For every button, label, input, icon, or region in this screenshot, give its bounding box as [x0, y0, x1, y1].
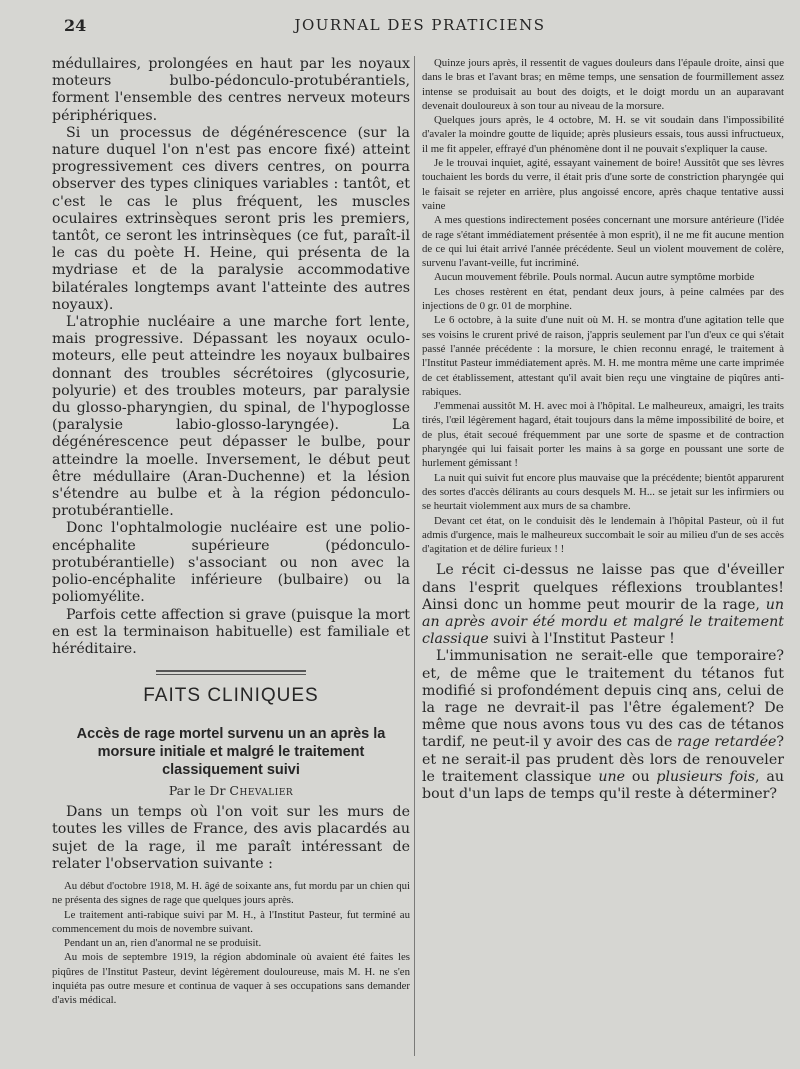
author-name: Chevalier — [229, 783, 294, 799]
section-rule — [156, 670, 306, 675]
observation-paragraph: Je le trouvai inquiet, agité, essayant vainement de boire! Aussitôt que ses lèvres touchaient les bords du verre, il était pris d'une sorte de constriction pharyngée qui le faisait se rejeter en arrière, plus angoissé encore, après chaque tentative aussi vaine — [422, 157, 784, 212]
commentary-paragraph: Le récit ci-dessus ne laisse pas que d'éveiller dans l'esprit quelques réflexions troublantes! Ainsi donc un homme peut mourir de la rage, un an après avoir été mordu et malgré le traitement classique suivi à l'Institut Pasteur ! — [422, 562, 784, 648]
observation-paragraph: Le 6 octobre, à la suite d'une nuit où M. H. se montra d'une agitation telle que ses voisins le crurent privé de raison, j'appris seulement par l'un d'eux ce qui s'était passé l'année précédente : la morsure, le chien reconnu enragé, le traitement à l'Institut Pasteur immédiatement après. M. H. me montra même une carte imprimée de cet établissement, attestant qu'il avait bien reçu une vingtaine de piqûres anti-rabiques. — [422, 314, 784, 398]
paragraph: médullaires, prolongées en haut par les noyaux moteurs bulbo-pédonculo-protubérantiels, forment l'ensemble des centres nerveux moteurs périphériques. — [52, 56, 410, 124]
commentary-paragraph: L'immunisation ne serait-elle que temporaire? et, de même que le traitement du tétanos fut modifié si profondément depuis cinq ans, celui de la rage ne devrait-il pas l'être également? De même que nous avons tous vu des cas de tétanos tardif, ne peut-il y avoir des cas de rage retardée? et ne serait-il pas prudent dès lors de renouveler le traitement classique une ou plusieurs fois, au bout d'un laps de temps qu'il reste à déterminer? — [422, 648, 784, 803]
observation-paragraph: Au début d'octobre 1918, M. H. âgé de soixante ans, fut mordu par un chien qui ne présenta des signes de rage que quelques jours après. — [52, 879, 410, 907]
paragraph: Parfois cette affection si grave (puisque la mort en est la terminaison habituelle) est familiale et héréditaire. — [52, 606, 410, 657]
page-header — [64, 16, 776, 38]
observation-paragraph: A mes questions indirectement posées concernant une morsure antérieure (l'idée de rage s'étant immédiatement présentée à mon esprit), il ne me fit aucune mention de ce qui lui était arrivé l'année précédente. Seul un violent mouvement de colère, survenu l'avant-veille, fut incriminé. — [422, 214, 784, 270]
emphasis: une — [598, 768, 626, 785]
column-divider — [414, 56, 415, 1056]
article-intro: Dans un temps où l'on voit sur les murs de toutes les villes de France, des avis placardés au sujet de la rage, il me paraît intéressant de relater l'observation suivante : — [52, 804, 410, 872]
observation-paragraph: J'emmenai aussitôt M. H. avec moi à l'hôpital. Le malheureux, amaigri, les traits tirés, l'œil légèrement hagard, était toujours dans la même impossibilité de boire, et de plus, était secoué fréquemment par une sorte de spasme et de contraction pharyngée qui lui faisait porter les mains à sa gorge en poussant une sorte de hurlement gémissant ! — [422, 400, 784, 470]
page-number: 24 — [64, 16, 87, 35]
observation-paragraph: Au mois de septembre 1919, la région abdominale où avaient été faites les piqûres de l'Institut Pasteur, devint légèrement douloureuse, mais M. H. ne s'en inquiéta pas outre mesure et continua de vaquer à ses occupations sans demander d'avis médical. — [52, 951, 410, 1007]
observation-paragraph: Le traitement anti-rabique suivi par M. H., à l'Institut Pasteur, fut terminé au commencement du mois de novembre suivant. — [52, 908, 410, 935]
observation-paragraph: Devant cet état, on le conduisit dès le lendemain à l'hôpital Pasteur, où il fut admis d'urgence, mais le malheureux succombait le soir au milieu d'un de ses accès d'agitation et de délire furieux ! ! — [422, 514, 784, 556]
left-column — [52, 56, 410, 1056]
right-column — [422, 56, 784, 1066]
observation-paragraph: Quelques jours après, le 4 octobre, M. H. se vit soudain dans l'impossibilité d'avaler la moindre goutte de liquide; après plusieurs essais, tous aussi infructueux, il me fit appeler, effrayé d'un phénomène dont il ne pouvait s'expliquer la cause. — [422, 114, 784, 155]
observation-paragraph: Pendant un an, rien d'anormal ne se produisit. — [64, 937, 262, 950]
section-title: FAITS CLINIQUES — [143, 685, 319, 707]
paragraph: Si un processus de dégénérescence (sur la nature duquel l'on n'est pas encore fixé) atteint progressivement ces divers centres, on pourra observer des types cliniques variables : tantôt, et c'est le cas le plus fréquent, les muscles oculaires extrinsèques seront pris les premiers, tantôt, ce seront les intrinsèques (ce fut, paraît-il le cas du poète H. Heine, qui présenta de la mydriase et de la paralysie accommodative bilatérales longtemps avant l'atteinte des autres noyaux). — [52, 124, 410, 313]
emphasis: plusieurs fois — [656, 768, 756, 785]
article-title: Accès de rage mortel survenu un an après la morsure initiale et malgré le traitement classiquement suivi — [76, 726, 386, 779]
emphasis: un an après avoir été mordu et malgré le traitement classique — [422, 596, 784, 648]
observation-paragraph: Les choses restèrent en état, pendant deux jours, à peine calmées par des injections de 0 gr. 01 de morphine. — [422, 285, 784, 313]
paragraph: Donc l'ophtalmologie nucléaire est une polio-encéphalite supérieure (pédonculo-protubérantielle) s'associant ou non avec la polio-encéphalite inférieure (bulbaire) ou la poliomyélite. — [52, 520, 410, 606]
running-title: JOURNAL DES PRATICIENS — [294, 16, 546, 34]
observation-paragraph: La nuit qui suivit fut encore plus mauvaise que la précédente; bientôt apparurent des sortes d'accès délirants au cours desquels M. H... se jetait sur les infirmiers ou se heurtait violemment aux murs de sa chambre. — [422, 471, 784, 513]
observation-paragraph: Aucun mouvement fébrile. Pouls normal. Aucun autre symptôme morbide — [434, 271, 755, 284]
observation-paragraph: Quinze jours après, il ressentit de vagues douleurs dans l'épaule droite, ainsi que dans le bras et l'avant bras; en même temps, une sensation de fourmillement assez intense se produisait au bout des doigts, et le doigt mordu un an auparavant devenait douloureux à son tour au niveau de la morsure. — [422, 57, 784, 112]
byline-prefix: Par le Dr — [168, 783, 226, 799]
paragraph: L'atrophie nucléaire a une marche fort lente, mais progressive. Dépassant les noyaux oculo-moteurs, elle peut atteindre les noyaux bulbaires donnant des troubles sécrétoires (glycosurie, polyurie) et des troubles moteurs, par paralysie du glosso-pharyngien, du spinal, de l'hypoglosse (paralysie labio-glosso-laryngée). La dégénérescence peut dépasser le bulbe, pour atteindre la moelle. Inversement, le début peut être médullaire (Aran-Duchenne) et la lésion s'étendre au bulbe et à la région pédonculo-protubérantielle. — [52, 314, 410, 520]
emphasis: rage retardée — [677, 734, 777, 751]
byline — [52, 783, 410, 798]
